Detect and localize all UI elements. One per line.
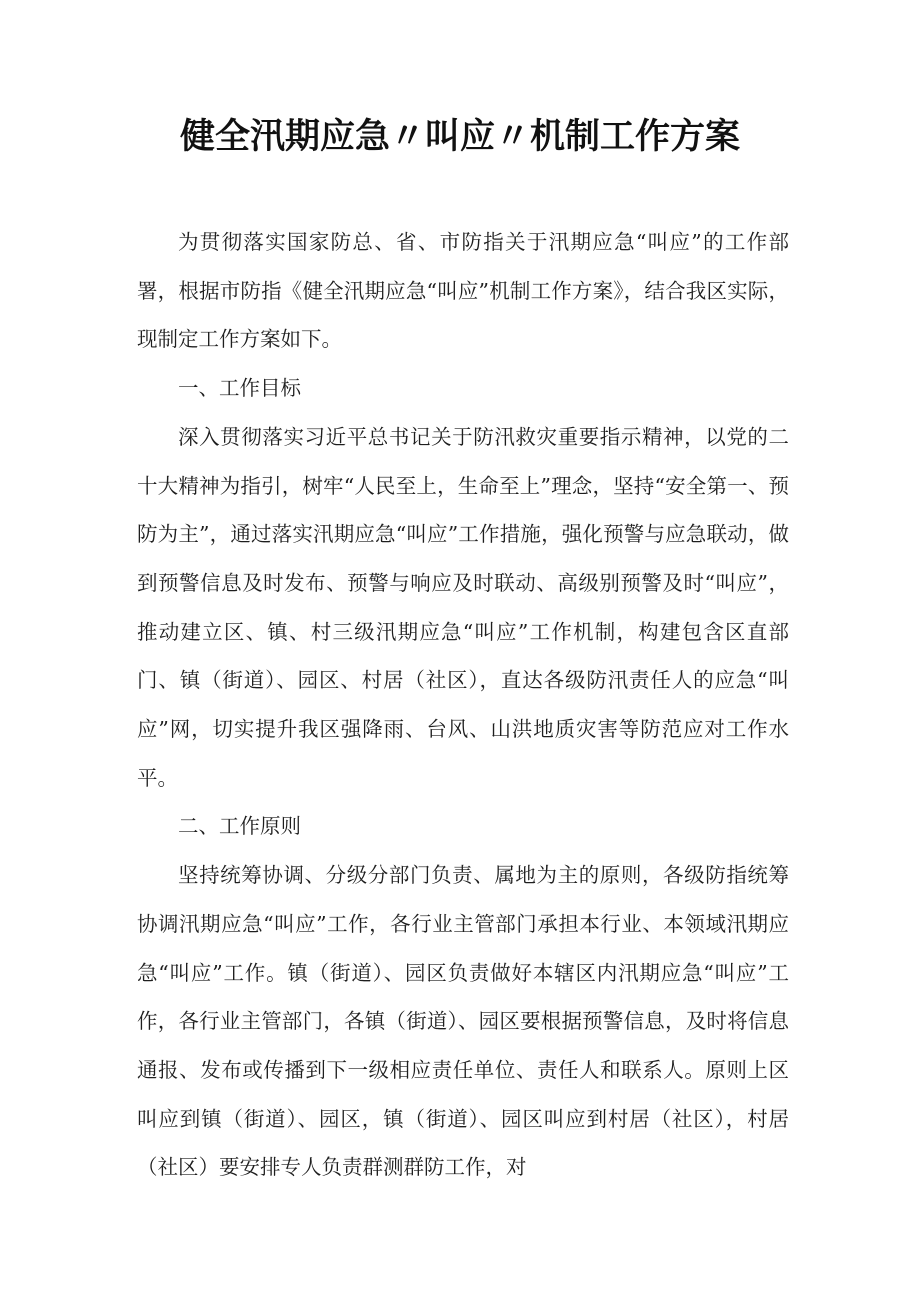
section-heading-principles: 二、工作原则	[178, 814, 301, 839]
document-title: 健全汛期应急〃叫应〃机制工作方案	[179, 117, 740, 157]
section-heading-goals: 一、工作目标	[178, 376, 301, 401]
principles-paragraph: 坚持统筹协调、分级分部门负责、属地为主的原则，各级防指统筹协调汛期应急“叫应”工作，各行业主管部门承担本行业、本领域汛期应急“叫应”工作。镇（街道）、园区负责做好本辖区内汛期应急“叫应”工作，各行业主管部门，各镇（街道）、园区要根据预警信息，及时将信息通报、发布或传播到下一级相应责任单位、责任人和联系人。原则上区叫应到镇（街道）、园区，镇（街道）、园区叫应到村居（社区），村居（社区）要安排专人负责群测群防工作，对	[137, 863, 789, 1180]
goals-paragraph: 深入贯彻落实习近平总书记关于防汛救灾重要指示精神，以党的二十大精神为指引，树牢“人民至上，生命至上”理念，坚持“安全第一、预防为主”，通过落实汛期应急“叫应”工作措施，强化预警与应急联动，做到预警信息及时发布、预警与响应及时联动、高级别预警及时“叫应”，推动建立区、镇、村三级汛期应急“叫应”工作机制，构建包含区直部门、镇（街道）、园区、村居（社区），直达各级防汛责任人的应急“叫应”网，切实提升我区强降雨、台风、山洪地质灾害等防范应对工作水平。	[137, 424, 789, 790]
intro-paragraph: 为贯彻落实国家防总、省、市防指关于汛期应急“叫应”的工作部署，根据市防指《健全汛期应急“叫应”机制工作方案》，结合我区实际，现制定工作方案如下。	[137, 230, 789, 352]
document-body	[137, 218, 789, 1192]
